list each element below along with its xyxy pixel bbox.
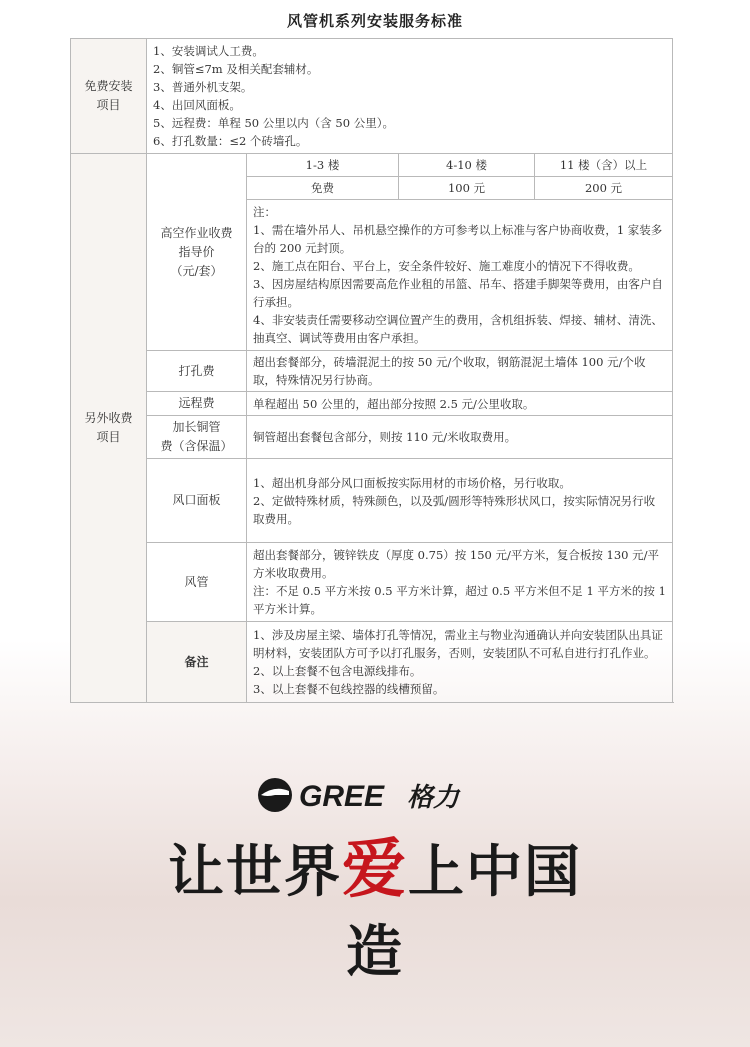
free-install-row <box>71 39 673 154</box>
brand-slogan <box>150 830 600 985</box>
drilling-row <box>71 351 673 392</box>
extra-charge-label: 另外收费 项目 <box>71 154 147 703</box>
floor-header: 1-3 楼 <box>247 154 399 177</box>
remote-text: 单程超出 50 公里的，超出部分按照 2.5 元/公里收取。 <box>247 392 673 416</box>
note-line: 2、施工点在阳台、平台上，安全条件较好、施工难度小的情况下不得收费。 <box>253 259 640 273</box>
high-work-label: 高空作业收费 指导价 （元/套） <box>147 154 247 351</box>
list-item: 6、打孔数量：≤2 个砖墙孔。 <box>153 134 308 148</box>
copper-text: 铜管超出套餐包含部分，则按 110 元/米收取费用。 <box>247 416 673 459</box>
high-work-notes <box>247 200 673 351</box>
slogan-part: 上中国造 <box>346 839 582 985</box>
note-line: 4、非安装责任需要移动空调位置产生的费用，含机组拆装、焊接、辅材、清洗、抽真空、调试等费用由客户承担。 <box>253 313 663 345</box>
floor-price: 200 元 <box>535 177 673 200</box>
list-item: 4、出回风面板。 <box>153 98 241 112</box>
drilling-label: 打孔费 <box>147 351 247 392</box>
panel-label: 风口面板 <box>147 459 247 543</box>
note-line: 1、需在墙外吊人、吊机悬空操作的方可参考以上标准与客户协商收费，1 家装多台的 200 元封顶。 <box>253 223 663 255</box>
free-install-items <box>147 39 673 154</box>
list-item: 超出套餐部分，镀锌铁皮（厚度 0.75）按 150 元/平方米，复合板按 130 元/平方米收取费用。 <box>253 548 660 580</box>
floor-header: 4-10 楼 <box>399 154 535 177</box>
note-line: 3、因房屋结构原因需要高危作业租的吊篮、吊车、搭建手脚架等费用，由客户自行承担。 <box>253 277 663 309</box>
list-item: 2、以上套餐不包含电源线排布。 <box>253 664 422 678</box>
list-item: 2、定做特殊材质，特殊颜色，以及弧/圆形等特殊形状风口，按实际情况另行收取费用。 <box>253 493 656 526</box>
list-item: 注：不足 0.5 平方米按 0.5 平方米计算，超过 0.5 平方米但不足 1 平方米的按 1 平方米计算。 <box>253 584 666 616</box>
list-item: 3、以上套餐不包线控器的线槽预留。 <box>253 682 445 696</box>
gree-logo-text: GREE <box>299 780 385 813</box>
slogan-highlight: 爱 <box>342 832 408 907</box>
duct-text <box>247 543 673 622</box>
duct-label: 风管 <box>147 543 247 622</box>
copper-row <box>71 416 673 459</box>
remote-label: 远程费 <box>147 392 247 416</box>
list-item: 1、涉及房屋主梁、墙体打孔等情况，需业主与物业沟通确认并向安装团队出具证明材料，安装团队方可予以打孔服务，否则，安装团队不可私自进行打孔作业。 <box>253 628 663 660</box>
gree-logo-graphic <box>255 773 495 817</box>
drilling-text: 超出套餐部分，砖墙混泥土的按 50 元/个收取，钢筋混泥土墙体 100 元/个收取，特殊情况另行协商。 <box>247 351 673 392</box>
panel-text <box>247 459 673 543</box>
remote-row <box>71 392 673 416</box>
slogan-part: 让世界 <box>168 839 342 905</box>
service-standard-table <box>70 38 673 703</box>
list-item: 5、远程费：单程 50 公里以内（含 50 公里）。 <box>153 116 394 130</box>
list-item: 3、普通外机支架。 <box>153 80 253 94</box>
duct-row <box>71 543 673 622</box>
floor-header: 11 楼（含）以上 <box>535 154 673 177</box>
gree-logo <box>255 773 495 817</box>
panel-row <box>71 459 673 543</box>
floor-price: 免费 <box>247 177 399 200</box>
remarks-label: 备注 <box>147 622 247 703</box>
high-work-header-row <box>71 154 673 177</box>
list-item: 1、超出机身部分风口面板按实际用材的市场价格，另行收取。 <box>253 475 571 490</box>
gree-logo-cn: 格力 <box>407 783 460 813</box>
note-line: 注： <box>253 205 276 219</box>
remarks-row <box>71 622 673 703</box>
floor-price: 100 元 <box>399 177 535 200</box>
page-title: 风管机系列安装服务标准 <box>286 12 463 30</box>
list-item: 2、铜管≤7m 及相关配套辅材。 <box>153 62 319 76</box>
free-install-label: 免费安装 项目 <box>71 39 147 154</box>
remarks-text <box>247 622 673 703</box>
list-item: 1、安装调试人工费。 <box>153 44 264 58</box>
copper-label: 加长铜管 费（含保温） <box>147 416 247 459</box>
